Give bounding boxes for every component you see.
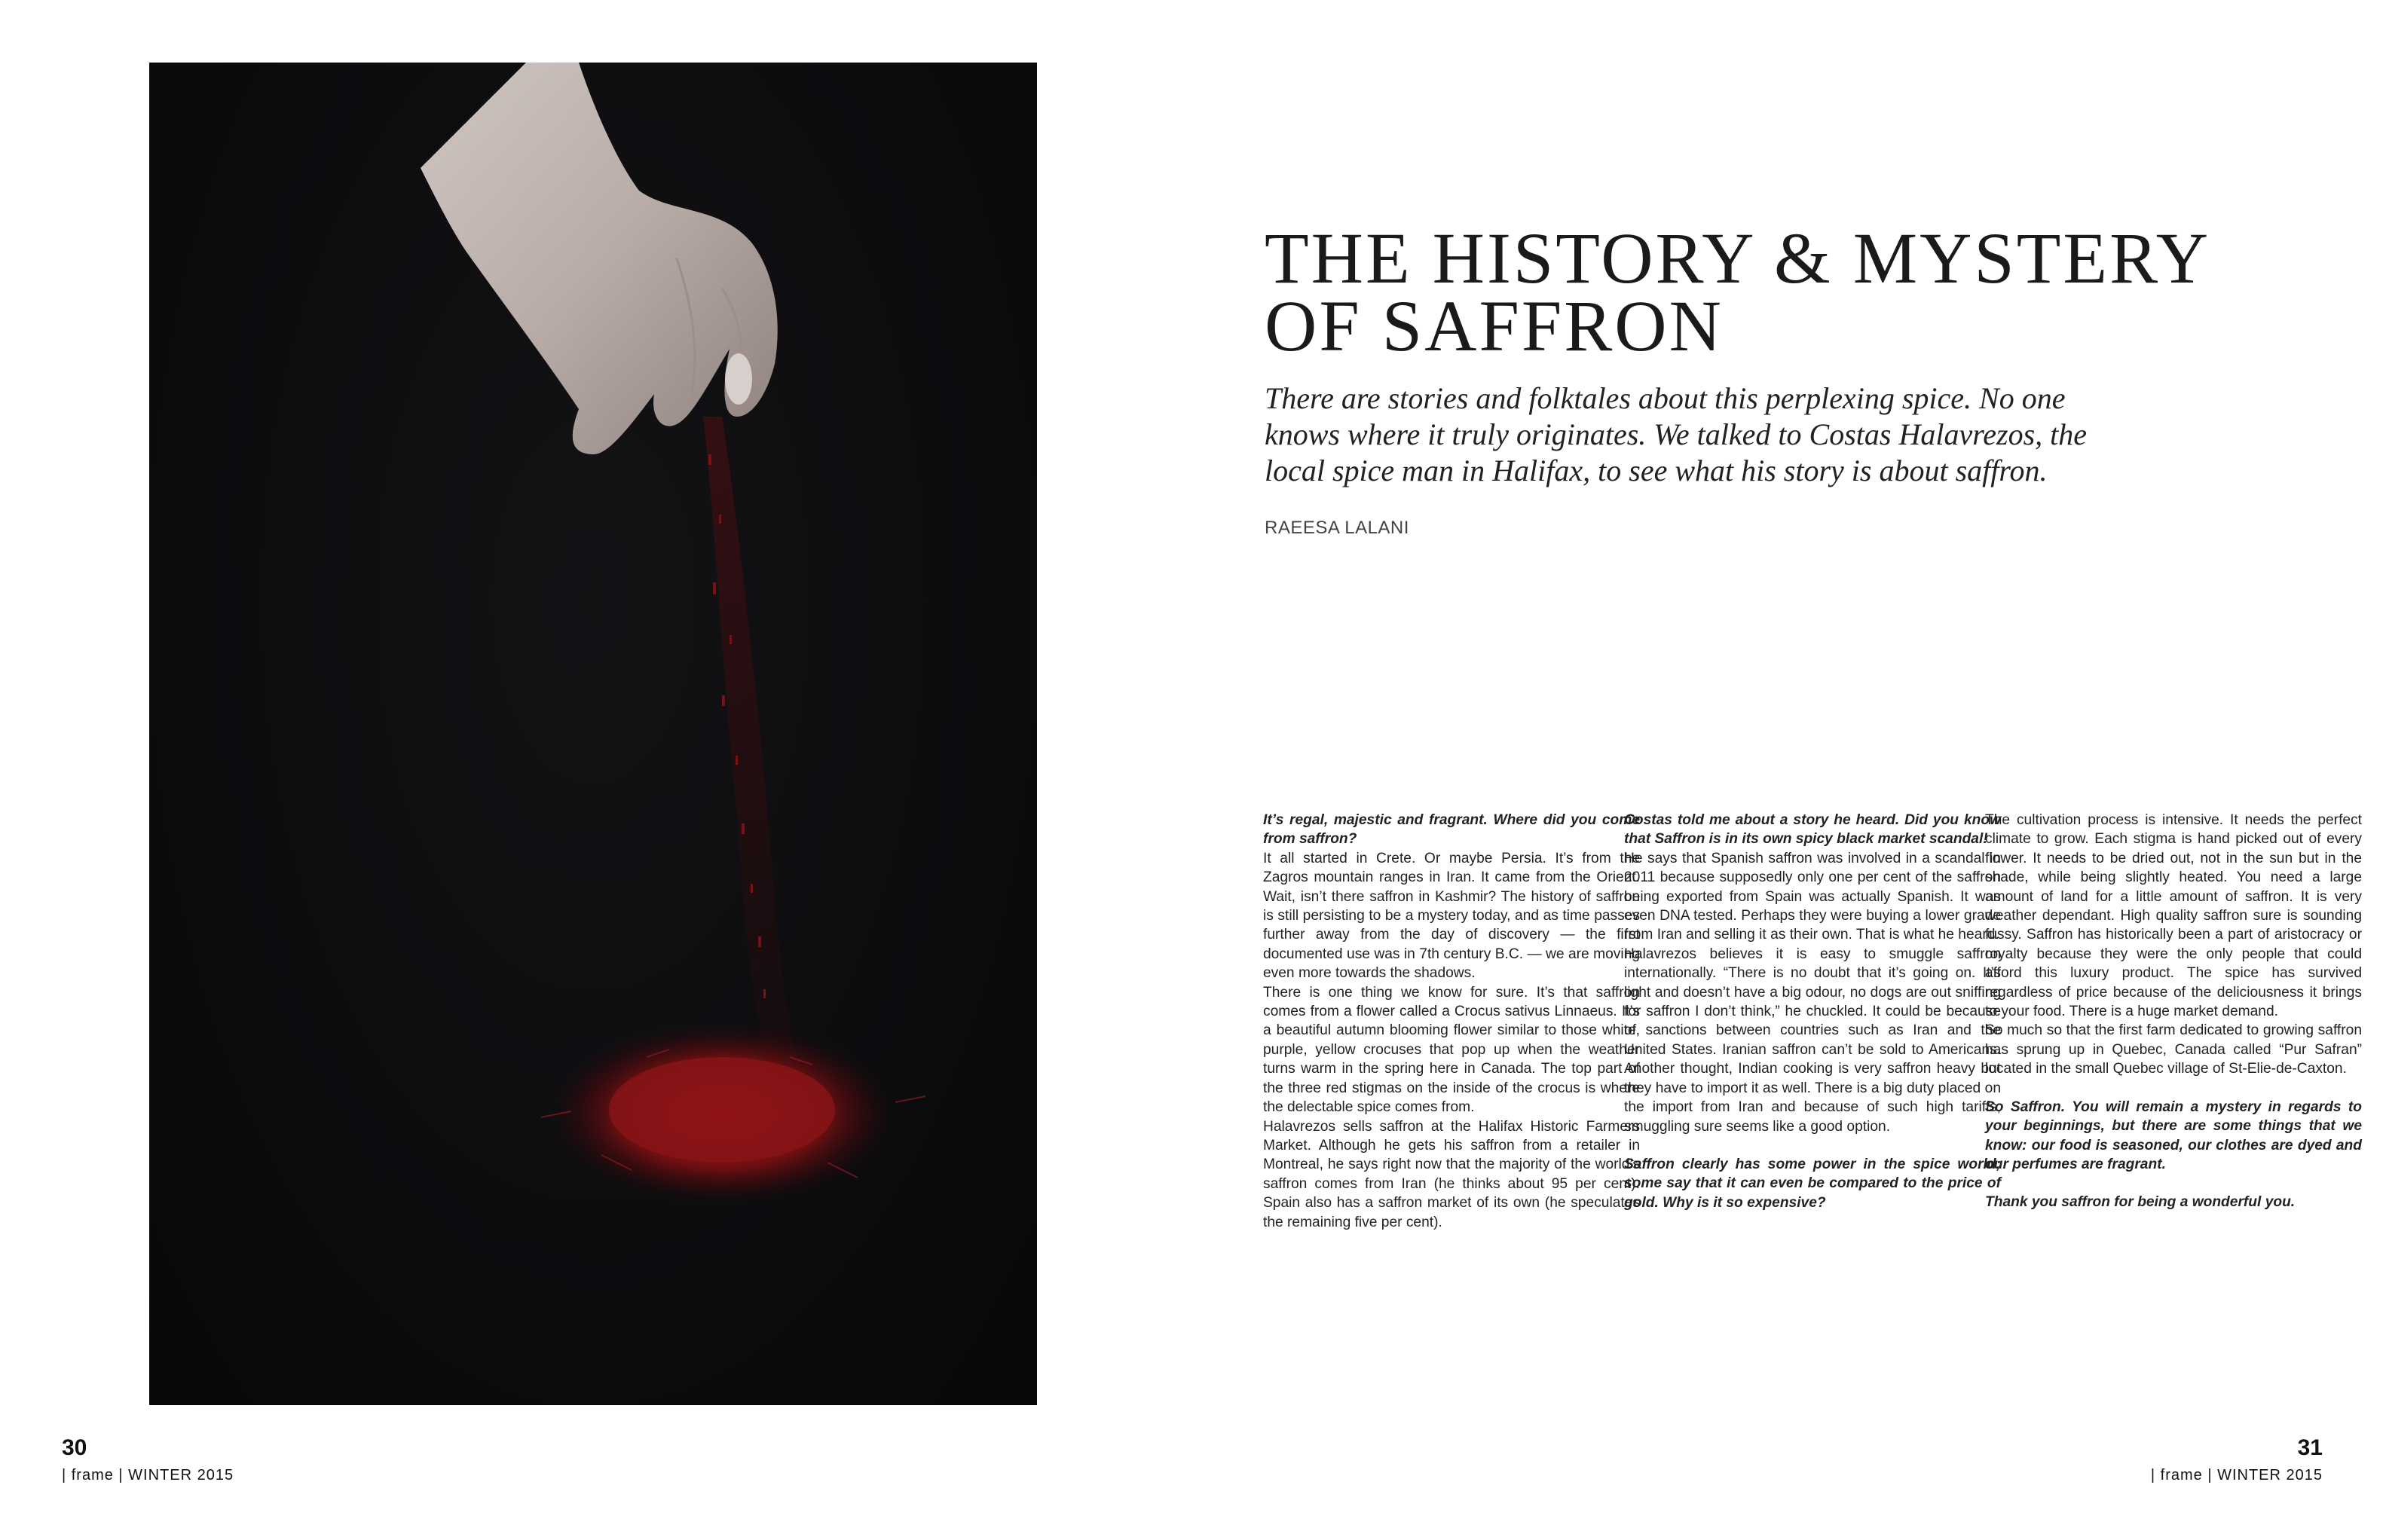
- body-paragraph: Halavrezos sells saffron at the Halifax Historic Farmers Market. Although he gets his saffron from a retailer in Montreal, he says right now that the majority of the world’s saffron comes from Iran (he thinks about 95 per cent). Spain also has a saffron market of its own (he speculates the remaining five per cent).: [1263, 1118, 1640, 1230]
- saffron-photo-hand-sprinkling-icon: [149, 63, 1037, 1405]
- saffron-photo: [149, 63, 1037, 1405]
- article-title: [1265, 218, 2290, 366]
- article-column-2: [1624, 811, 2001, 1212]
- article-title-line2: OF SAFFRON: [1265, 286, 1724, 366]
- body-paragraph: He says that Spanish saffron was involved in a scandal in 2011 because supposedly only one per cent of the saffron being exported from Spain was actually Spanish. It was even DNA tested. Perhaps they were buying a lower grade from Iran and selling it as their own. That is what he heard.: [1624, 850, 2001, 943]
- interview-question: Saffron clearly has some power in the spice world; some say that it can even be compared to the price of gold. Why is it so expensive?: [1624, 1156, 2001, 1211]
- body-paragraph: It all started in Crete. Or maybe Persia. It’s from the Zagros mountain ranges in Iran. It came from the Orient. Wait, isn’t there saffron in Kashmir? The history of saffron is still persisting to be a mystery today, and as time passes further away from the day of discovery — the first documented use was in 7th century B.C. — we are moving even more towards the shadows.: [1263, 850, 1640, 982]
- article-title-line1: THE HISTORY & MYSTERY: [1265, 218, 2211, 298]
- page-number-left: 30: [62, 1435, 87, 1460]
- article-deck: There are stories and folktales about this perplexing spice. No one knows where it truly originates. We talked to Costas Halavrezos, the local spice man in Halifax, to see what his story is about saffron.: [1265, 381, 2088, 487]
- article-column-3: [1985, 811, 2362, 1212]
- interview-question: Thank you saffron for being a wonderful you.: [1985, 1194, 2296, 1211]
- article-byline: RAEESA LALANI: [1265, 518, 1409, 538]
- body-paragraph: There is one thing we know for sure. It’s that saffron comes from a flower called a Crocus sativus Linnaeus. It’s a beautiful autumn blooming flower similar to those white, purple, yellow crocuses that pop up when the weather turns warm in the spring here in Canada. The top part of the three red stigmas on the inside of the crocus is where the delectable spice comes from.: [1263, 984, 1640, 1116]
- interview-question: So Saffron. You will remain a mystery in regards to your beginnings, but there are some things that we know: our food is seasoned, our clothes are dyed and our perfumes are fragrant.: [1985, 1098, 2362, 1172]
- interview-question: Costas told me about a story he heard. Did you know that Saffron is in its own spicy black market scandal!: [1624, 812, 2001, 848]
- page-number-right: 31: [2297, 1435, 2323, 1460]
- footer-right: [2151, 1435, 2323, 1484]
- article-column-1: [1263, 811, 1640, 1232]
- body-paragraph: The cultivation process is intensive. It needs the perfect climate to grow. Each stigma is hand picked out of every flower. It needs to be dried out, not in the sun but in the shade, while being slightly heated. You need a large amount of land for a little amount of saffron. It is very weather dependant. High quality saffron sure is sounding fussy. Saffron has historically been a part of aristocracy or royalty because they were the only people that could afford this luxury product. The spice has survived regardless of price because of the deliciousness it brings to your food. There is a huge market demand.: [1985, 812, 2362, 1020]
- body-paragraph: Halavrezos believes it is easy to smuggle saffron internationally. “There is no doubt that it’s going on. It’s light and doesn’t have a big odour, no dogs are out sniffing for saffron I don’t think,” he chuckled. It could be because of sanctions between countries such as Iran and the United States. Iranian saffron can’t be sold to Americans. Another thought, Indian cooking is very saffron heavy but they have to import it as well. There is a big duty placed on the import from Iran and because of such high tariffs; smuggling sure seems like a good option.: [1624, 946, 2001, 1135]
- body-paragraph: So much so that the first farm dedicated to growing saffron has sprung up in Quebec, Canada called “Pur Safran” located in the small Quebec village of St-Elie-de-Caxton.: [1985, 1022, 2362, 1077]
- footer-left: [62, 1435, 234, 1484]
- interview-question: It’s regal, majestic and fragrant. Where did you come from saffron?: [1263, 812, 1640, 848]
- running-footer-left: | frame | WINTER 2015: [62, 1467, 234, 1483]
- running-footer-right: | frame | WINTER 2015: [2150, 1467, 2323, 1483]
